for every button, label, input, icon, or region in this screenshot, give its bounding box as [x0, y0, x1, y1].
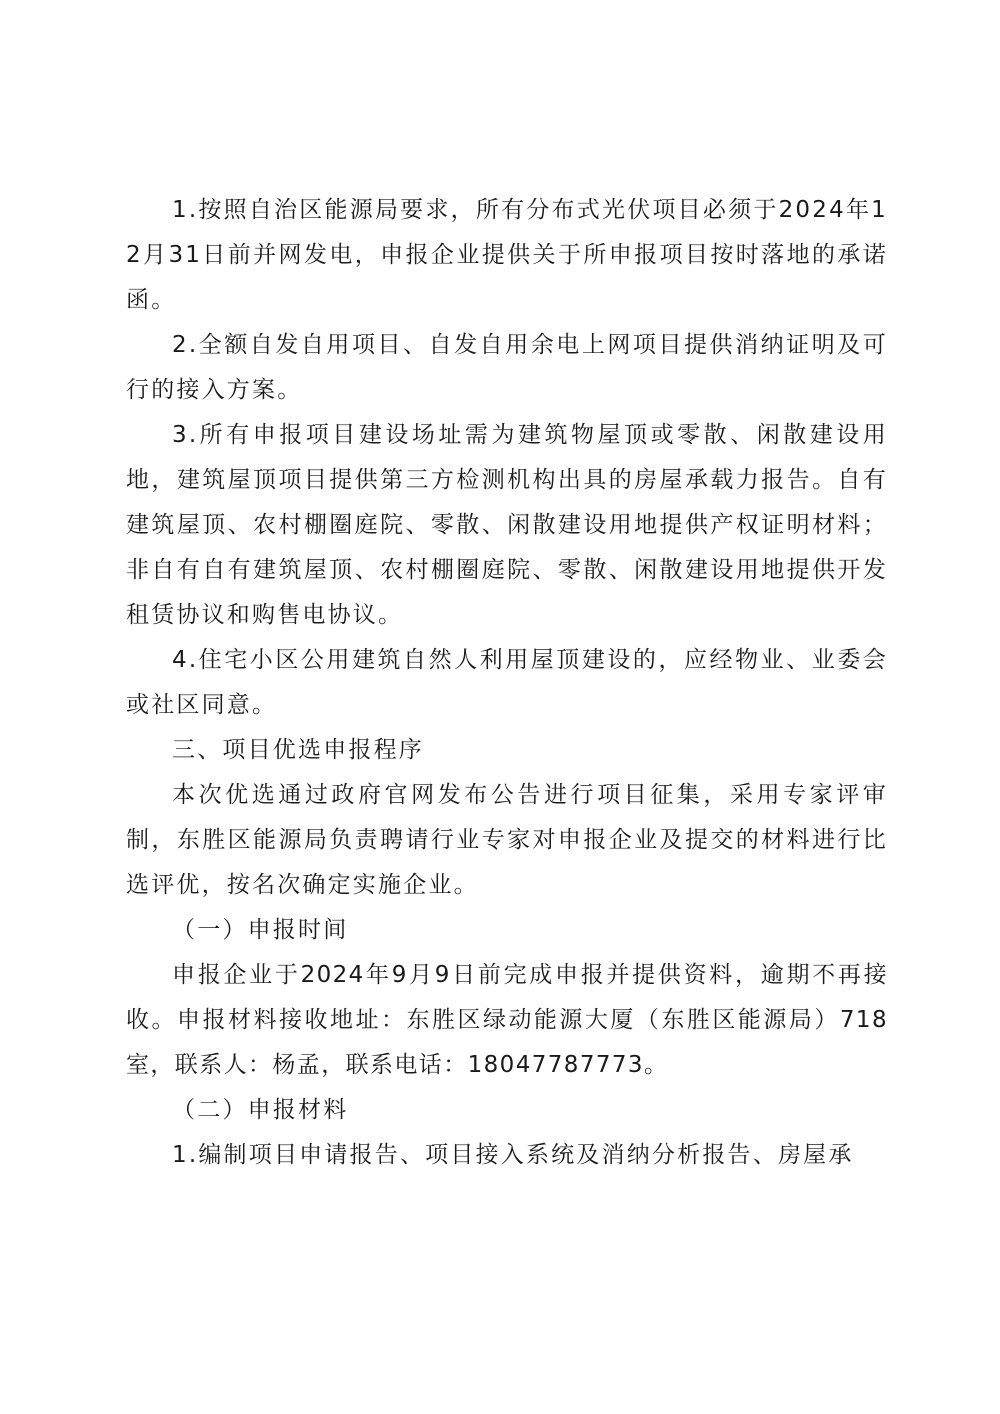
subsection-1-text: 申报企业于2024年9月9日前完成申报并提供资料，逾期不再接收。申报材料接收地址：东胜区绿动能源大厦（东胜区能源局）718室，联系人：杨孟，联系电话：18047787773。	[126, 962, 888, 1078]
subsection-2-item-1: 1.编制项目申请报告、项目接入系统及消纳分析报告、房屋承	[172, 1142, 854, 1168]
requirement-1: 1.按照自治区能源局要求，所有分布式光伏项目必须于2024年12月31日前并网发电，申报企业提供关于所申报项目按时落地的承诺函。	[126, 197, 888, 313]
document-body	[126, 188, 888, 1178]
requirement-4: 4.住宅小区公用建筑自然人利用屋顶建设的，应经物业、业委会或社区同意。	[126, 647, 888, 718]
section-3-heading: 三、项目优选申报程序	[172, 737, 424, 763]
section-3-intro: 本次优选通过政府官网发布公告进行项目征集，采用专家评审制，东胜区能源局负责聘请行业专家对申报企业及提交的材料进行比选评优，按名次确定实施企业。	[126, 782, 888, 898]
requirement-3: 3.所有申报项目建设场址需为建筑物屋顶或零散、闲散建设用地，建筑屋顶项目提供第三方检测机构出具的房屋承载力报告。自有建筑屋顶、农村棚圈庭院、零散、闲散建设用地提供产权证明材料；非自有自有建筑屋顶、农村棚圈庭院、零散、闲散建设用地提供开发租赁协议和购售电协议。	[126, 422, 888, 628]
subsection-1-heading: （一）申报时间	[172, 917, 349, 943]
subsection-2-heading: （二）申报材料	[172, 1097, 349, 1123]
requirement-2: 2.全额自发自用项目、自发自用余电上网项目提供消纳证明及可行的接入方案。	[126, 332, 888, 403]
